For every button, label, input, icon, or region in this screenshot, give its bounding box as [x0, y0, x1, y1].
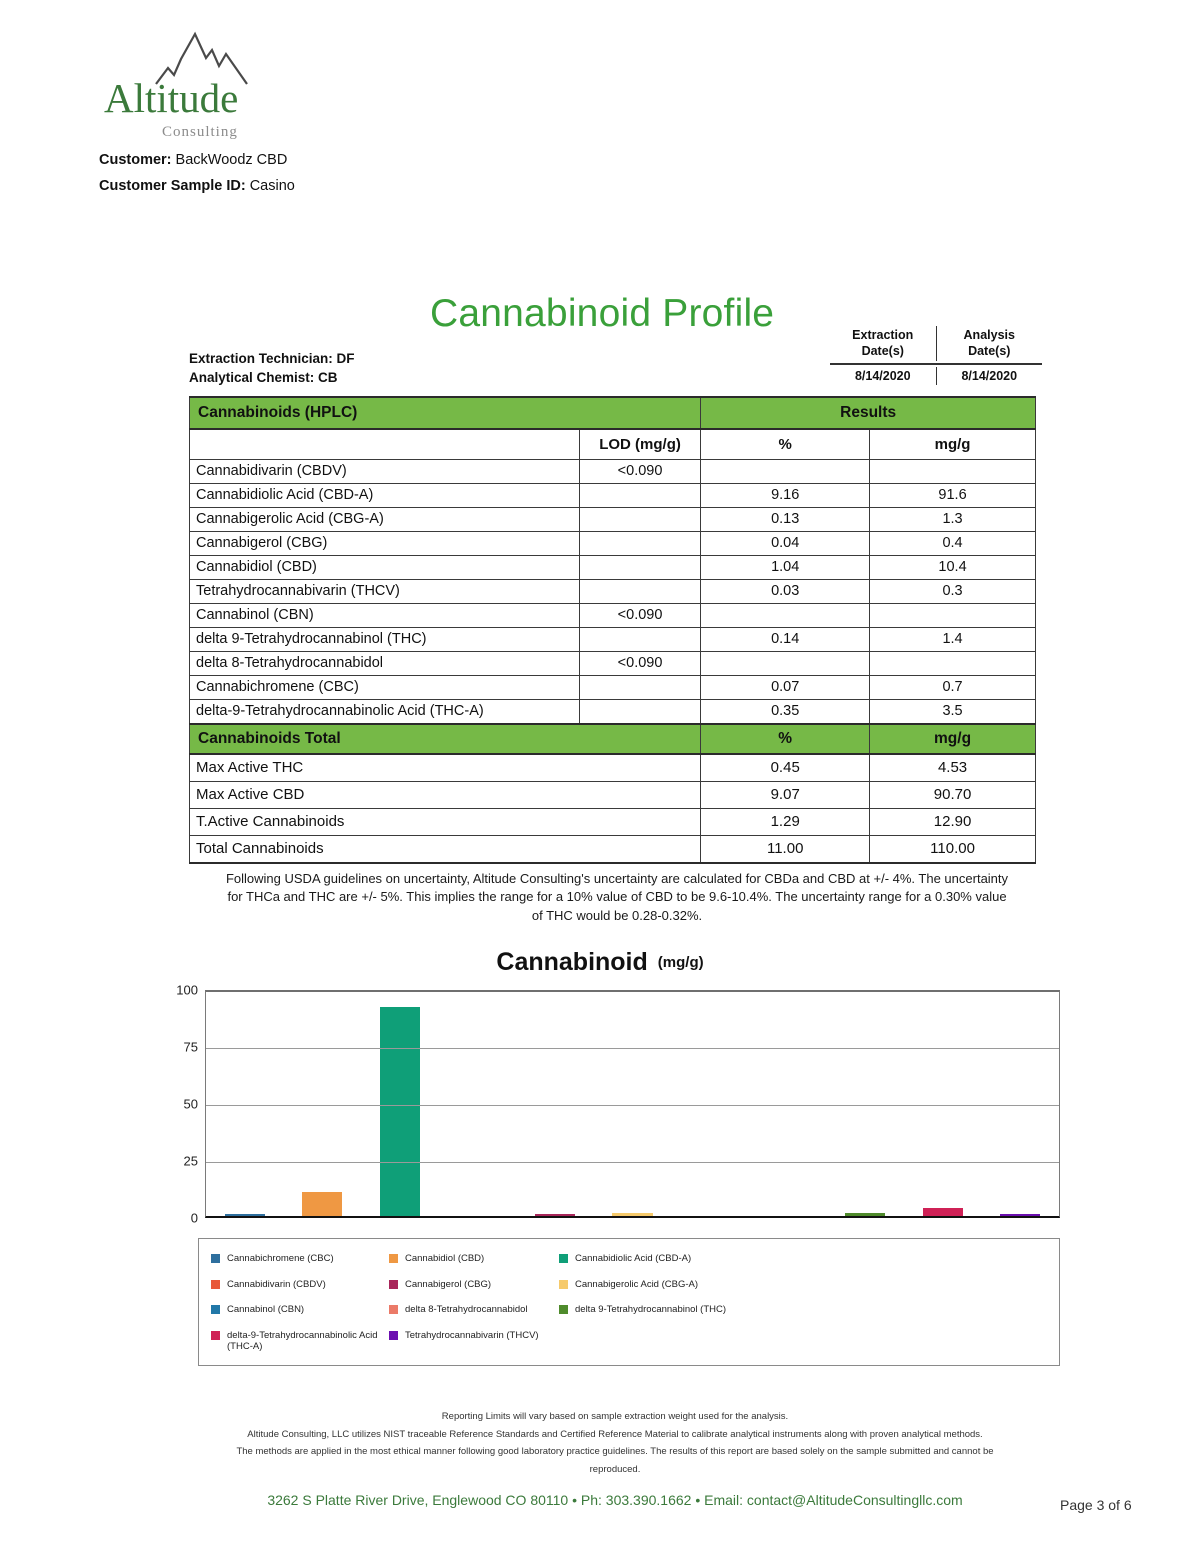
legend-row [211, 1279, 1049, 1291]
chart-plot-area [205, 990, 1060, 1218]
col-header-mgg: mg/g [870, 429, 1036, 460]
chart-gridline [206, 1048, 1059, 1049]
company-address: 3262 S Platte River Drive, Englewood CO 80110 • Ph: 303.390.1662 • Email: contact@AltitudeConsultingllc.com [267, 1492, 963, 1508]
extraction-date-value: 8/14/2020 [830, 367, 937, 385]
analyte-percent: 1.04 [701, 556, 870, 580]
table-row [190, 532, 1036, 556]
analyte-mgg [870, 652, 1036, 676]
table-column-headers [190, 429, 1036, 460]
sample-id-value: Casino [249, 178, 295, 194]
analyte-name: Cannabigerolic Acid (CBG-A) [190, 508, 580, 532]
analyte-lod [579, 556, 701, 580]
col-header-percent: % [701, 429, 870, 460]
table-row [190, 604, 1036, 628]
table-row [190, 484, 1036, 508]
chart-y-tick-label: 75 [183, 1039, 198, 1055]
extraction-header-line1: Extraction [852, 328, 914, 342]
chart-title-unit: (mg/g) [657, 954, 704, 971]
analyte-name: delta 9-Tetrahydrocannabinol (THC) [190, 628, 580, 652]
analysis-header-line2: Date(s) [968, 344, 1011, 359]
chart-bar [225, 1214, 265, 1217]
legend-swatch-icon [389, 1254, 398, 1263]
logo-tagline: Consulting [162, 124, 238, 140]
legend-label: Cannabigerolic Acid (CBG-A) [575, 1278, 699, 1290]
customer-value: BackWoodz CBD [175, 152, 288, 168]
chart-bars [206, 992, 1059, 1216]
analyte-name: delta-9-Tetrahydrocannabinolic Acid (THC-A) [190, 700, 580, 725]
legend-item [389, 1330, 559, 1353]
totals-row [190, 836, 1036, 864]
analysis-date-header [937, 326, 1043, 361]
analyte-percent: 0.07 [701, 676, 870, 700]
chart-bar [1000, 1214, 1040, 1217]
total-percent: 9.07 [701, 782, 870, 809]
analyte-percent: 9.16 [701, 484, 870, 508]
legend-label: Cannabinol (CBN) [227, 1304, 305, 1316]
totals-row [190, 782, 1036, 809]
total-mgg: 90.70 [870, 782, 1036, 809]
table-row [190, 652, 1036, 676]
total-mgg: 4.53 [870, 754, 1036, 782]
legend-item [389, 1253, 559, 1265]
legend-swatch-icon [559, 1305, 568, 1314]
analytical-chemist: Analytical Chemist: CB [189, 370, 338, 385]
analyte-name: Cannabinol (CBN) [190, 604, 580, 628]
chart-bar [535, 1214, 575, 1217]
footer-note-1: Reporting Limits will vary based on sample extraction weight used for the analysis. [441, 1411, 789, 1422]
chart-bar [612, 1213, 652, 1216]
analyte-lod: <0.090 [579, 604, 701, 628]
analyte-percent [701, 652, 870, 676]
analyte-name: Cannabichromene (CBC) [190, 676, 580, 700]
legend-swatch-icon [211, 1305, 220, 1314]
chart-y-tick-label: 0 [190, 1210, 198, 1226]
analyte-lod [579, 484, 701, 508]
analyte-lod [579, 508, 701, 532]
legend-label: delta-9-Tetrahydrocannabinolic Acid (THC-A) [227, 1329, 378, 1353]
sample-id-line [99, 178, 295, 194]
cannabinoid-bar-chart [170, 982, 1060, 1226]
chart-legend [198, 1238, 1060, 1366]
legend-item [559, 1253, 859, 1265]
total-percent: 0.45 [701, 754, 870, 782]
analyte-name: Cannabidiol (CBD) [190, 556, 580, 580]
sample-id-label: Customer Sample ID: [99, 178, 246, 194]
analyte-name: Cannabidivarin (CBDV) [190, 460, 580, 484]
legend-label: Cannabidiolic Acid (CBD-A) [575, 1253, 692, 1264]
analyte-mgg: 10.4 [870, 556, 1036, 580]
analyte-mgg [870, 604, 1036, 628]
analyte-mgg: 0.4 [870, 532, 1036, 556]
legend-label: Cannabigerol (CBG) [405, 1278, 492, 1290]
results-header-label: Results [701, 397, 1036, 429]
legend-row [211, 1304, 1049, 1316]
total-mgg: 110.00 [870, 836, 1036, 864]
cannabinoid-results-table [189, 396, 1036, 864]
footer-note-3: The methods are applied in the most ethical manner following good laboratory practice guidelines. The results of this report are based solely on the sample submitted and cannot be [236, 1446, 994, 1458]
chart-title-text: Cannabinoid [496, 948, 648, 976]
legend-item [211, 1279, 389, 1291]
chart-y-tick-label: 100 [176, 982, 198, 998]
legend-label: delta 9-Tetrahydrocannabinol (THC) [575, 1304, 727, 1316]
customer-line [99, 152, 287, 168]
analyte-lod [579, 676, 701, 700]
totals-col-percent: % [701, 724, 870, 754]
totals-section-header [190, 724, 1036, 754]
page-title: Cannabinoid Profile [430, 292, 775, 335]
chart-bar [380, 1007, 420, 1216]
total-name: T.Active Cannabinoids [190, 809, 701, 836]
analyte-lod [579, 580, 701, 604]
analyte-lod: <0.090 [579, 652, 701, 676]
legend-item [559, 1304, 859, 1316]
footer-note-4: reproduced. [589, 1463, 641, 1475]
analyte-lod: <0.090 [579, 460, 701, 484]
legend-swatch-icon [211, 1331, 220, 1340]
total-percent: 1.29 [701, 809, 870, 836]
analyte-percent: 0.35 [701, 700, 870, 725]
analyte-name: delta 8-Tetrahydrocannabidol [190, 652, 580, 676]
col-header-blank [190, 429, 580, 460]
legend-swatch-icon [559, 1254, 568, 1263]
legend-label: Cannabidiol (CBD) [405, 1253, 485, 1264]
logo-wordmark: Altitude [104, 75, 239, 121]
table-row [190, 676, 1036, 700]
analyte-percent: 0.04 [701, 532, 870, 556]
analyte-mgg: 1.4 [870, 628, 1036, 652]
totals-row [190, 754, 1036, 782]
analyte-percent [701, 460, 870, 484]
chart-bar [923, 1208, 963, 1216]
legend-row [211, 1253, 1049, 1265]
dates-divider [830, 363, 1042, 365]
legend-swatch-icon [211, 1254, 220, 1263]
col-header-lod: LOD (mg/g) [579, 429, 701, 460]
legend-item [211, 1330, 389, 1353]
total-name: Max Active CBD [190, 782, 701, 809]
page-number: Page 3 of 6 [1060, 1497, 1132, 1513]
table-row [190, 508, 1036, 532]
table-section-header [190, 397, 1036, 429]
analyte-name: Cannabigerol (CBG) [190, 532, 580, 556]
footer-note-2: Altitude Consulting, LLC utilizes NIST traceable Reference Standards and Certified Reference Material to calibrate analytical instruments along with proven analytical methods. [247, 1428, 983, 1440]
chart-gridline [206, 1162, 1059, 1163]
total-percent: 11.00 [701, 836, 870, 864]
chart-bar [845, 1213, 885, 1216]
chart-title [0, 948, 1200, 977]
legend-row [211, 1330, 1049, 1353]
table-row [190, 628, 1036, 652]
chart-y-tick-label: 25 [183, 1153, 198, 1169]
analyte-mgg: 91.6 [870, 484, 1036, 508]
analyte-mgg: 1.3 [870, 508, 1036, 532]
total-name: Max Active THC [190, 754, 701, 782]
footer-notes [200, 1408, 1030, 1478]
analyte-mgg: 0.7 [870, 676, 1036, 700]
totals-header-label: Cannabinoids Total [190, 724, 701, 754]
table-row [190, 556, 1036, 580]
table-row [190, 700, 1036, 725]
extraction-header-line2: Date(s) [861, 344, 904, 359]
legend-item [211, 1304, 389, 1316]
legend-label: Cannabidivarin (CBDV) [227, 1278, 326, 1290]
analysis-header-line1: Analysis [963, 328, 1015, 342]
analysis-date-value: 8/14/2020 [961, 368, 1018, 383]
legend-swatch-icon [389, 1305, 398, 1314]
analyte-lod [579, 532, 701, 556]
analyte-percent: 0.03 [701, 580, 870, 604]
legend-item [211, 1253, 389, 1265]
analyte-lod [579, 628, 701, 652]
chart-y-tick-label: 50 [183, 1096, 198, 1112]
analyte-mgg: 3.5 [870, 700, 1036, 725]
analyte-name: Tetrahydrocannabivarin (THCV) [190, 580, 580, 604]
section-header-label: Cannabinoids (HPLC) [190, 397, 701, 429]
analyte-name: Cannabidiolic Acid (CBD-A) [190, 484, 580, 508]
legend-label: delta 8-Tetrahydrocannabidol [405, 1304, 528, 1316]
table-row [190, 460, 1036, 484]
legend-item [559, 1279, 859, 1291]
analyte-percent: 0.14 [701, 628, 870, 652]
table-row [190, 580, 1036, 604]
totals-col-mgg: mg/g [870, 724, 1036, 754]
company-logo [104, 28, 294, 146]
analyte-mgg [870, 460, 1036, 484]
legend-label: Cannabichromene (CBC) [227, 1253, 334, 1264]
analyte-mgg: 0.3 [870, 580, 1036, 604]
customer-label: Customer: [99, 152, 172, 168]
legend-swatch-icon [211, 1280, 220, 1289]
legend-swatch-icon [389, 1331, 398, 1340]
legend-swatch-icon [389, 1280, 398, 1289]
legend-item [389, 1304, 559, 1316]
extraction-technician: Extraction Technician: DF [189, 351, 355, 366]
chart-bar [302, 1192, 342, 1216]
legend-item [389, 1279, 559, 1291]
legend-swatch-icon [559, 1280, 568, 1289]
analyte-percent: 0.13 [701, 508, 870, 532]
extraction-date-header [830, 326, 937, 361]
dates-block [830, 326, 1042, 385]
chart-gridline [206, 1105, 1059, 1106]
total-mgg: 12.90 [870, 809, 1036, 836]
total-name: Total Cannabinoids [190, 836, 701, 864]
analyte-lod [579, 700, 701, 725]
totals-row [190, 809, 1036, 836]
analyte-percent [701, 604, 870, 628]
uncertainty-note: Following USDA guidelines on uncertainty, Altitude Consulting's uncertainty are calculated for CBDa and CBD at +/- 4%. The uncertainty for THCa and THC are +/- 5%. This implies the range for a 10% value of CBD to be 9.6-10.4%. The uncertainty range for a 0.30% value of THC would be 0.28-0.32%. [225, 871, 1009, 923]
legend-label: Tetrahydrocannabivarin (THCV) [405, 1329, 539, 1341]
